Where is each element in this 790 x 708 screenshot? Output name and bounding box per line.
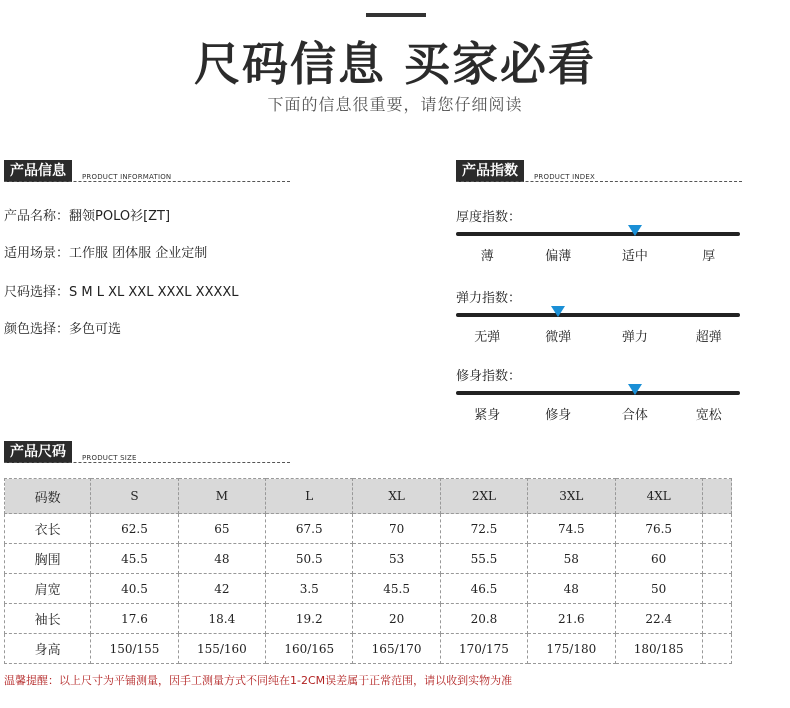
size-row-label: 衣长 xyxy=(5,514,91,544)
size-cell: 21.6 xyxy=(528,604,615,634)
fit-index-options xyxy=(456,404,740,422)
size-cell xyxy=(702,514,731,544)
thickness-index-marker xyxy=(628,225,642,236)
product-index-en: PRODUCT INDEX xyxy=(534,173,596,181)
size-cell: 3XL xyxy=(528,479,615,514)
size-cell: 3.5 xyxy=(266,574,353,604)
size-cell: 76.5 xyxy=(615,514,702,544)
elasticity-option: 弹力 xyxy=(621,330,648,345)
size-cell: L xyxy=(266,479,353,514)
size-cell: 53 xyxy=(353,544,440,574)
size-cell: 17.6 xyxy=(91,604,178,634)
size-cell xyxy=(702,604,731,634)
thickness-option: 薄 xyxy=(480,249,494,264)
thickness-option: 厚 xyxy=(702,249,716,264)
elasticity-index-options xyxy=(456,326,740,344)
table-row xyxy=(5,514,732,544)
page-title: 尺码信息 买家必看 xyxy=(193,37,596,91)
info-row-scene: 适用场景：工作服 团体服 企业定制 xyxy=(4,246,208,261)
size-cell: 180/185 xyxy=(615,634,702,664)
product-size-header xyxy=(4,441,137,463)
thickness-option: 偏薄 xyxy=(545,249,572,264)
table-row xyxy=(5,544,732,574)
elasticity-option: 微弹 xyxy=(545,330,572,345)
product-info-en: PRODUCT INFORMATION xyxy=(82,173,172,181)
measurement-note: 温馨提醒：以上尺寸为平铺测量，因手工测量方式不同纯在1-2CM误差属于正常范围，请以收到实物为准 xyxy=(4,674,513,687)
size-cell: 155/160 xyxy=(178,634,265,664)
product-size-tag: 产品尺码 xyxy=(4,441,72,463)
size-cell: 45.5 xyxy=(91,544,178,574)
size-cell: S xyxy=(91,479,178,514)
table-row xyxy=(5,604,732,634)
size-cell: 22.4 xyxy=(615,604,702,634)
elasticity-index-label: 弹力指数： xyxy=(456,291,522,306)
info-row-size: 尺码选择：S M L XL XXL XXXL XXXXL xyxy=(4,285,239,300)
size-cell: 62.5 xyxy=(91,514,178,544)
size-cell: 19.2 xyxy=(266,604,353,634)
size-cell xyxy=(702,544,731,574)
size-table-header xyxy=(5,479,732,514)
elasticity-index-bar xyxy=(456,313,740,317)
info-row-color: 颜色选择：多色可选 xyxy=(4,322,122,337)
product-info-tag: 产品信息 xyxy=(4,160,72,182)
size-cell: 46.5 xyxy=(440,574,527,604)
product-info-divider xyxy=(4,181,290,182)
product-index-divider xyxy=(456,181,742,182)
size-cell: 50 xyxy=(615,574,702,604)
fit-index-label: 修身指数： xyxy=(456,369,522,384)
size-cell: 72.5 xyxy=(440,514,527,544)
info-row-name: 产品名称：翻领POLO衫[ZT] xyxy=(4,209,171,224)
size-cell: 170/175 xyxy=(440,634,527,664)
elasticity-option: 无弹 xyxy=(474,330,501,345)
product-size-divider xyxy=(4,462,290,463)
size-cell xyxy=(702,479,731,514)
size-cell: 18.4 xyxy=(178,604,265,634)
size-cell: 150/155 xyxy=(91,634,178,664)
product-size-en: PRODUCT SIZE xyxy=(82,454,137,462)
size-cell: 4XL xyxy=(615,479,702,514)
size-cell: 165/170 xyxy=(353,634,440,664)
table-row xyxy=(5,634,732,664)
thickness-index-bar xyxy=(456,232,740,236)
size-cell: 175/180 xyxy=(528,634,615,664)
size-cell: 160/165 xyxy=(266,634,353,664)
size-cell: 58 xyxy=(528,544,615,574)
page-subtitle: 下面的信息很重要，请您仔细阅读 xyxy=(267,95,523,114)
elasticity-index-marker xyxy=(551,306,565,317)
size-cell: 65 xyxy=(178,514,265,544)
fit-option: 宽松 xyxy=(695,408,722,423)
size-cell: 45.5 xyxy=(353,574,440,604)
size-cell: 55.5 xyxy=(440,544,527,574)
size-cell: 20.8 xyxy=(440,604,527,634)
size-cell: 74.5 xyxy=(528,514,615,544)
thickness-index-label: 厚度指数： xyxy=(456,210,522,225)
thickness-option: 适中 xyxy=(621,249,648,264)
fit-option: 紧身 xyxy=(474,408,501,423)
size-cell: 67.5 xyxy=(266,514,353,544)
size-cell: 70 xyxy=(353,514,440,544)
fit-option: 修身 xyxy=(545,408,572,423)
size-row-label: 胸围 xyxy=(5,544,91,574)
fit-index-marker xyxy=(628,384,642,395)
size-cell: 40.5 xyxy=(91,574,178,604)
product-index-tag: 产品指数 xyxy=(456,160,524,182)
product-index-header xyxy=(456,160,595,182)
size-cell: XL xyxy=(353,479,440,514)
table-row xyxy=(5,574,732,604)
product-info-header xyxy=(4,160,171,182)
size-cell xyxy=(702,574,731,604)
size-row-label: 码数 xyxy=(5,479,91,514)
fit-index-bar xyxy=(456,391,740,395)
fit-option: 合体 xyxy=(621,408,648,423)
size-cell xyxy=(702,634,731,664)
size-row-label: 肩宽 xyxy=(5,574,91,604)
size-cell: 42 xyxy=(178,574,265,604)
size-cell: 20 xyxy=(353,604,440,634)
elasticity-option: 超弹 xyxy=(695,330,722,345)
size-cell: 48 xyxy=(528,574,615,604)
size-table xyxy=(4,478,732,664)
size-cell: 2XL xyxy=(440,479,527,514)
size-row-label: 袖长 xyxy=(5,604,91,634)
title-decor-bar xyxy=(366,13,426,17)
size-cell: 50.5 xyxy=(266,544,353,574)
size-cell: 60 xyxy=(615,544,702,574)
size-row-label: 身高 xyxy=(5,634,91,664)
size-cell: M xyxy=(178,479,265,514)
size-cell: 48 xyxy=(178,544,265,574)
thickness-index-options xyxy=(456,245,740,263)
